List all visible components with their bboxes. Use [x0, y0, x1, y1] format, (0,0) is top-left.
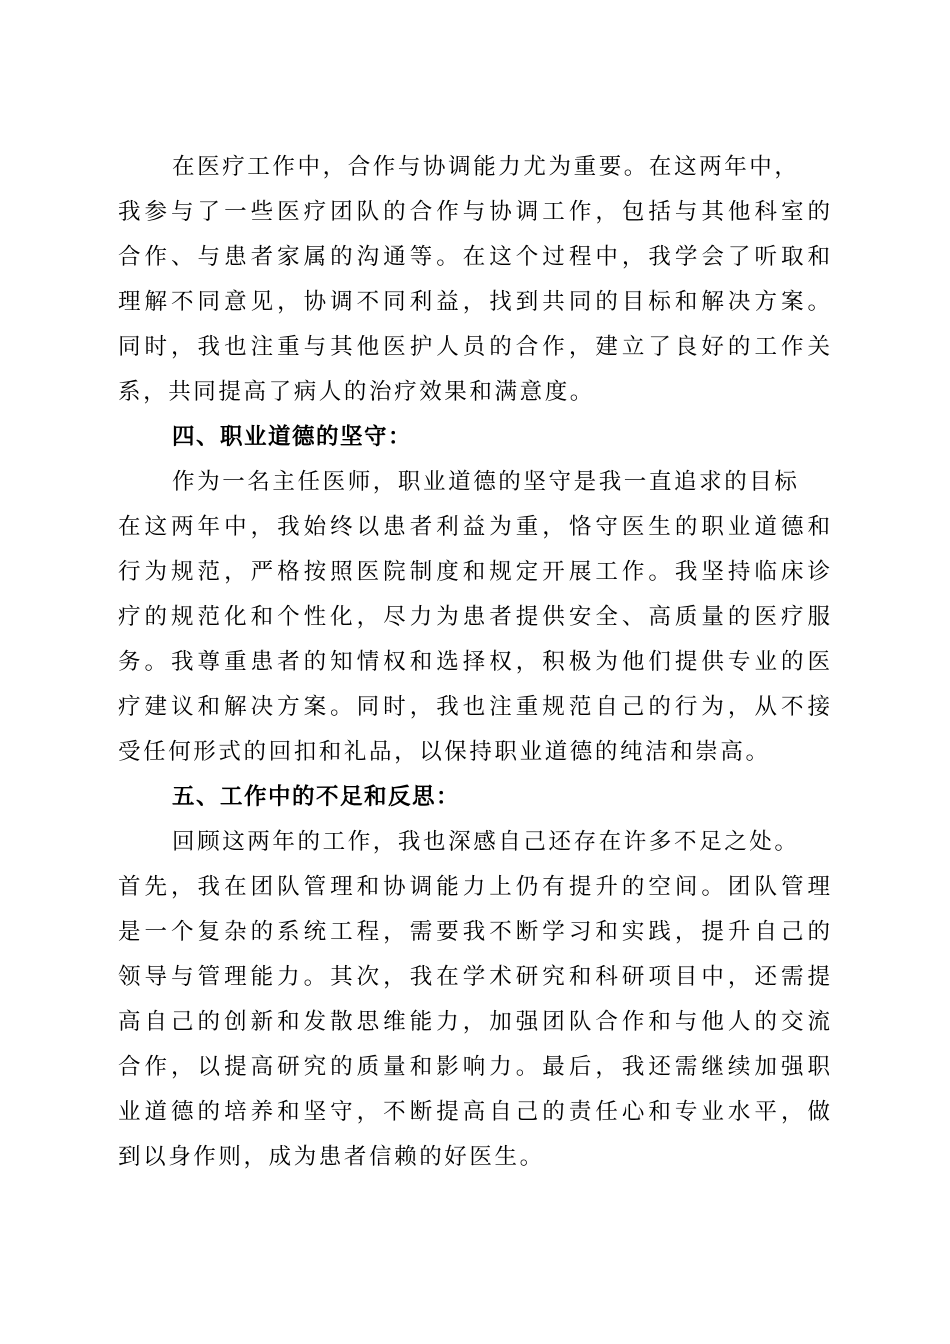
paragraph-line: 行为规范，严格按照医院制度和规定开展工作。我坚持临床诊 [118, 559, 830, 585]
paragraph-reflection [118, 820, 830, 1180]
section-heading-reflection: 五、工作中的不足和反思： [172, 784, 461, 810]
section-heading-ethics: 四、职业道德的坚守： [172, 424, 413, 450]
paragraph-line: 业道德的培养和坚守，不断提高自己的责任心和专业水平，做 [118, 1099, 830, 1125]
paragraph-line: 合作，以提高研究的质量和影响力。最后，我还需继续加强职 [118, 1054, 830, 1080]
paragraph-cooperation [118, 145, 830, 415]
paragraph-line: 疗建议和解决方案。同时，我也注重规范自己的行为，从不接 [118, 694, 830, 720]
paragraph-line: 疗的规范化和个性化，尽力为患者提供安全、高质量的医疗服 [118, 604, 830, 630]
paragraph-line: 务。我尊重患者的知情权和选择权，积极为他们提供专业的医 [118, 649, 830, 675]
paragraph-line: 在医疗工作中，合作与协调能力尤为重要。在这两年中， [172, 154, 800, 180]
paragraph-line: 受任何形式的回扣和礼品，以保持职业道德的纯洁和崇高。 [118, 739, 771, 765]
paragraph-line: 首先，我在团队管理和协调能力上仍有提升的空间。团队管理 [118, 874, 830, 900]
paragraph-line: 理解不同意见，协调不同利益，找到共同的目标和解决方案。 [118, 289, 830, 315]
paragraph-line: 作为一名主任医师，职业道德的坚守是我一直追求的目标 [172, 469, 800, 495]
paragraph-line: 是一个复杂的系统工程，需要我不断学习和实践，提升自己的 [118, 919, 830, 945]
document-body [118, 145, 830, 1180]
paragraph-ethics [118, 460, 830, 775]
paragraph-line: 同时，我也注重与其他医护人员的合作，建立了良好的工作关 [118, 334, 830, 360]
paragraph-line: 在这两年中，我始终以患者利益为重，恪守医生的职业道德和 [118, 514, 830, 540]
paragraph-line: 领导与管理能力。其次，我在学术研究和科研项目中，还需提 [118, 964, 830, 990]
paragraph-line: 到以身作则，成为患者信赖的好医生。 [118, 1144, 545, 1170]
paragraph-line: 合作、与患者家属的沟通等。在这个过程中，我学会了听取和 [118, 244, 830, 270]
paragraph-line: 我参与了一些医疗团队的合作与协调工作，包括与其他科室的 [118, 199, 830, 225]
paragraph-line: 回顾这两年的工作，我也深感自己还存在许多不足之处。 [172, 829, 800, 855]
paragraph-line: 系，共同提高了病人的治疗效果和满意度。 [118, 379, 595, 405]
paragraph-line: 高自己的创新和发散思维能力，加强团队合作和与他人的交流 [118, 1009, 830, 1035]
